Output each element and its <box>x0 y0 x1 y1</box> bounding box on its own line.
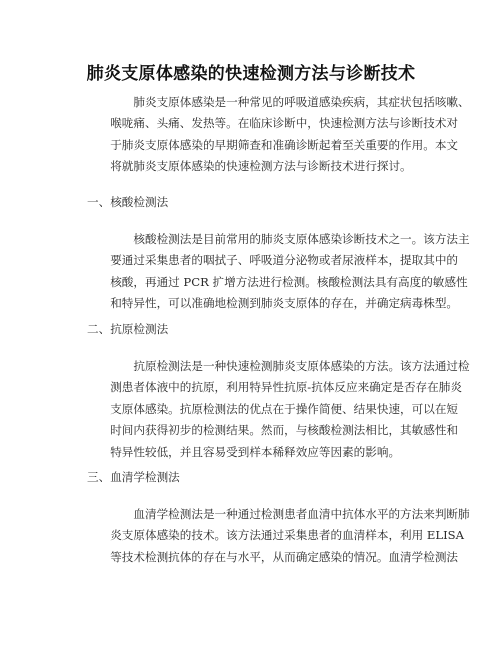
section-line: 测患者体液中的抗原，利用特异性抗原-抗体反应来确定是否存在肺炎 <box>110 380 462 395</box>
section-heading-serology: 三、血清学检测法 <box>87 470 180 484</box>
section-line: 等技术检测抗体的存在与水平，从而确定感染的情况。血清学检测法 <box>110 549 459 564</box>
section-line: 抗原检测法是一种快速检测肺炎支原体感染的方法。该方法通过检 <box>133 359 470 373</box>
intro-paragraph <box>87 92 470 178</box>
section-heading-nucleic-acid: 一、核酸检测法 <box>87 195 169 209</box>
section-line: 血清学检测法是一种通过检测患者血清中抗体水平的方法来判断肺 <box>133 507 470 521</box>
section-paragraph-nucleic-acid <box>87 229 470 315</box>
section-line: 要通过采集患者的咽拭子、呼吸道分泌物或者尿液样本，提取其中的 <box>110 253 459 268</box>
intro-line: 于肺炎支原体感染的早期筛查和准确诊断起着至关重要的作用。本文 <box>110 137 459 152</box>
section-line: 支原体感染。抗原检测法的优点在于操作简便、结果快速，可以在短 <box>110 401 459 416</box>
section-paragraph-antigen <box>87 356 470 463</box>
intro-line: 喉咙痛、头痛、发热等。在临床诊断中，快速检测方法与诊断技术对 <box>110 116 459 131</box>
intro-line: 肺炎支原体感染是一种常见的呼吸道感染疾病，其症状包括咳嗽、 <box>133 95 470 109</box>
section-line: 炎支原体感染的技术。该方法通过采集患者的血清样本，利用 ELISA <box>110 528 464 543</box>
section-line: 特异性较低，并且容易受到样本稀释效应等因素的影响。 <box>110 444 401 459</box>
section-heading-antigen: 二、抗原检测法 <box>87 322 169 336</box>
section-line: 核酸，再通过 PCR 扩增方法进行检测。核酸检测法具有高度的敏感性 <box>110 274 468 289</box>
section-paragraph-serology <box>87 504 470 568</box>
section-line: 核酸检测法是目前常用的肺炎支原体感染诊断技术之一。该方法主 <box>133 232 470 246</box>
section-line: 时间内获得初步的检测结果。然而，与核酸检测法相比，其敏感性和 <box>110 423 459 438</box>
section-line: 和特异性，可以准确地检测到肺炎支原体的存在，并确定病毒株型。 <box>110 296 459 311</box>
document-title: 肺炎支原体感染的快速检测方法与诊断技术 <box>86 64 416 84</box>
intro-line: 将就肺炎支原体感染的快速检测方法与诊断技术进行探讨。 <box>110 159 412 174</box>
